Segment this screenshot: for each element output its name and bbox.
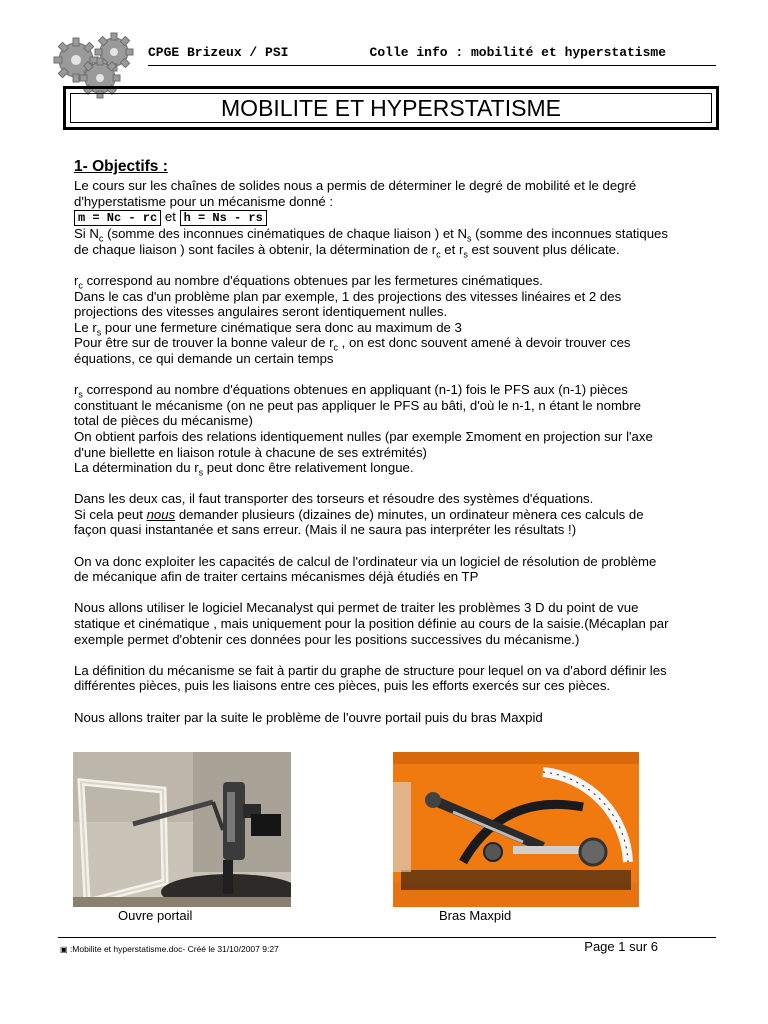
- definition-paragraph: La définition du mécanisme se fait à partir du graphe de structure pour lequel on va d'abord définir les différentes pièces, puis les liaisons entre ces pièces, puis les efforts exercés sur ces pièces.: [74, 662, 667, 694]
- nc-ns-line-2: de chaque liaison ) sont faciles à obtenir, la détermination de $r_c$ et $r_s$ est souvent plus délicate.: [74, 241, 620, 260]
- body-content: [74, 158, 714, 741]
- header-left: CPGE Brizeux / PSI: [148, 45, 289, 60]
- caption-gate-opener: Ouvre portail: [118, 908, 193, 923]
- gate-opener-photo: [73, 752, 291, 907]
- rs-paragraph: $r_s$ correspond au nombre d'équations obtenues en appliquant (n-1) fois le PFS aux (n-1) pièces constituant le mécanisme (on ne peut pas appliquer le PFS au bâti, d'où le n-1, n étant le nombre total de pièces du mécanisme) On obtient parfois des relations identiquement nulles (par exemple Σmoment en projection sur l'axe d'une biellette en liaison rotule à chacune de ses extrémités) La détermination du $r_s$ peut donc être relativement longue.: [74, 382, 653, 478]
- final-paragraph: Nous allons traiter par la suite le problème de l'ouvre portail puis du bras Maxpid: [74, 709, 543, 725]
- header-rule: [148, 65, 716, 66]
- rc-paragraph: $r_c$ correspond au nombre d'équations obtenues par les fermetures cinématiques. Dans le cas d'un problème plan par exemple, 1 des projections des vitesses linéaires et 2 des projections des vitesses angulaires seront identiquement nulles. Le $r_s$ pour une fermeture cinématique sera donc au maximum de 3 Pour être sur de trouver la bonne valeur de $r_c$ , on est donc souvent amené à devoir trouver ces équations, ce qui demande un certain temps: [74, 272, 631, 366]
- mecanalyst-paragraph: Nous allons utiliser le logiciel Mecanalyst qui permet de traiter les problèmes 3 D du point de vue statique et cinématique , mais uniquement pour la position définie au cours de la saisie.(Mécaplan par exemple permet d'obtenir ces données pour les positions successives du mécanisme.): [74, 600, 669, 647]
- maxpid-arm-photo: [393, 752, 639, 907]
- page-title: MOBILITE ET HYPERSTATISME: [70, 93, 712, 123]
- cases-paragraph: Dans les deux cas, il faut transporter des torseurs et résoudre des systèmes d'équations. Si cela peut nous demander plusieurs (dizaines de) minutes, un ordinateur mènera ces calculs de façon quasi instantanée et sans erreur. (Mais il ne saura pas interpréter les résultats !): [74, 491, 644, 538]
- formula-mobility: m = Nc - rc: [74, 210, 161, 226]
- formula-hyperstatism: h = Ns - rs: [180, 210, 267, 226]
- header-right: Colle info : mobilité et hyperstatisme: [369, 45, 666, 60]
- objectives-paragraph: [74, 178, 714, 260]
- document-icon: ▣: [60, 945, 68, 954]
- formula-and: et: [164, 209, 176, 225]
- intro-line-2: d'hyperstatisme pour un mécanisme donné :: [74, 193, 334, 209]
- formula-line: [74, 209, 714, 226]
- caption-maxpid: Bras Maxpid: [439, 908, 512, 923]
- nc-ns-line-1: Si $N_c$ (somme des inconnues cinématiques de chaque liaison ) et $N_s$ (somme des inconnues statiques: [74, 226, 668, 244]
- computer-paragraph: On va donc exploiter les capacités de calcul de l'ordinateur via un logiciel de résolution de problème de mécanique afin de traiter certains mécanismes déjà étudiés en TP: [74, 553, 657, 585]
- footer-left: ▣ :Mobilite et hyperstatisme.doc- Créé le 31/10/2007 9:27: [60, 944, 279, 954]
- intro-line-1: Le cours sur les chaînes de solides nous a permis de déterminer le degré de mobilité et le degré: [74, 178, 637, 193]
- page-number: Page 1 sur 6: [584, 939, 658, 954]
- section-heading: 1- Objectifs :: [74, 158, 168, 175]
- footer-rule: [58, 937, 716, 938]
- title-frame: [63, 86, 719, 130]
